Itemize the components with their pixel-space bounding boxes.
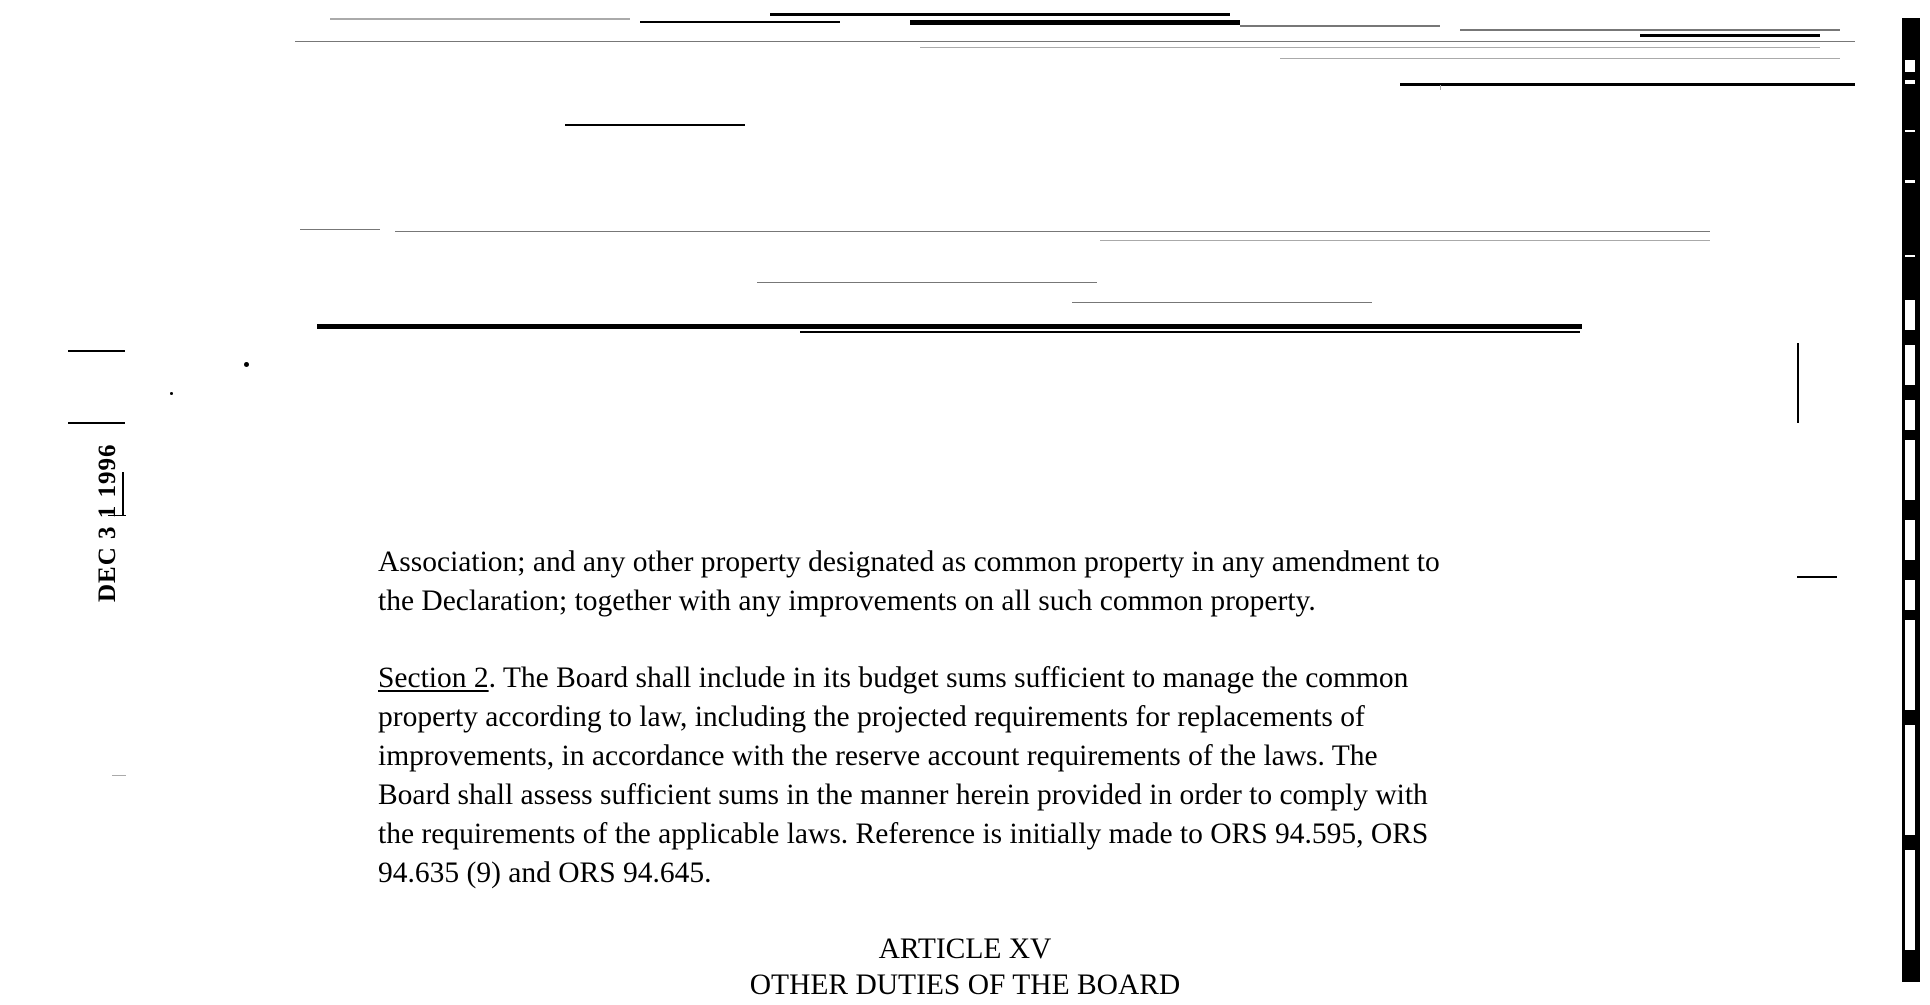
- scan-edge-notch: [1905, 580, 1915, 610]
- scan-edge-notch: [1905, 60, 1915, 72]
- scan-edge-notch: [1905, 300, 1915, 330]
- scan-line: [800, 331, 1580, 333]
- scan-edge-notch: [1905, 130, 1915, 132]
- date-stamp: DEC 3 1 1996: [94, 443, 121, 602]
- scan-speck: [170, 392, 173, 395]
- scan-line: [1100, 240, 1710, 241]
- scan-edge-notch: [1905, 180, 1915, 183]
- scan-line: [395, 231, 1710, 232]
- scan-line: [920, 47, 1820, 48]
- scan-edge-notch: [1905, 400, 1915, 430]
- scan-line-thick: [317, 324, 1582, 329]
- scan-edge-notch: [1905, 520, 1915, 560]
- scan-edge-notch: [1905, 440, 1915, 500]
- scan-line: [1460, 29, 1840, 31]
- scan-line: [1280, 58, 1840, 59]
- margin-mark: [122, 472, 124, 516]
- margin-mark: [1797, 576, 1837, 578]
- scan-line: [910, 20, 1240, 25]
- scan-line: [1400, 83, 1855, 86]
- paragraph-association: Association; and any other property designated as common property in any amendment to the Declaration; together with any improvements on all such common property.: [378, 546, 1440, 617]
- section-2-text: . The Board shall include in its budget sums sufficient to manage the common property according to law, including the projected requirements for replacements of improvements, in accordance with the reserve account requirements of the laws. The Board shall assess sufficient sums in the manner herein provided in order to comply with the requirements of the applicable laws. Reference is initially made to ORS 94.595, ORS 94.635 (9) and ORS 94.645.: [378, 662, 1429, 889]
- scan-line: [757, 282, 1097, 283]
- scan-edge-notch: [1905, 80, 1915, 84]
- scan-line: [295, 41, 1855, 42]
- scan-edge-notch: [1905, 345, 1915, 385]
- margin-mark: [68, 350, 125, 352]
- scan-line: [565, 124, 745, 126]
- article-subheading: OTHER DUTIES OF THE BOARD: [749, 969, 1181, 1001]
- scan-line: [770, 13, 1230, 16]
- margin-mark: [1797, 343, 1799, 423]
- scan-line: [1240, 25, 1440, 27]
- scan-edge-notch: [1905, 725, 1915, 835]
- scan-edge-notch: [1905, 620, 1915, 710]
- article-heading: ARTICLE XV: [878, 933, 1052, 965]
- scan-edge-notch: [1905, 255, 1915, 257]
- paragraph-section-2: [378, 659, 1578, 893]
- scan-line: [300, 229, 380, 230]
- margin-mark: [112, 775, 126, 776]
- scan-line: [1640, 34, 1820, 37]
- scan-speck: [244, 362, 249, 367]
- scan-line: [330, 18, 630, 20]
- scan-line: [1440, 85, 1441, 90]
- margin-mark: [68, 422, 125, 424]
- scan-line: [1072, 302, 1372, 303]
- scan-edge: [1902, 18, 1920, 982]
- section-label: Section 2: [378, 662, 489, 694]
- scan-line: [640, 21, 840, 23]
